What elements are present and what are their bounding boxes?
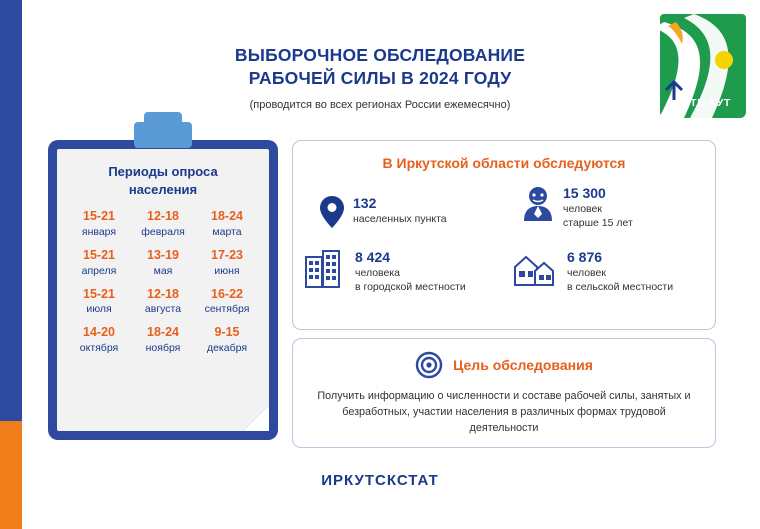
village-house-icon — [511, 249, 559, 289]
goal-card-header — [293, 351, 715, 379]
city-building-icon — [303, 249, 347, 289]
target-icon — [415, 351, 443, 379]
period-range: 17-23 — [211, 247, 243, 262]
period-range: 18-24 — [147, 325, 179, 340]
logo-name: УСТЬ-КУТ — [675, 97, 731, 109]
period-item — [131, 210, 195, 238]
survey-goal-card — [292, 338, 716, 448]
logo-shield — [660, 14, 746, 118]
goal-card-text — [311, 388, 697, 437]
period-range: 9-15 — [214, 325, 240, 340]
period-month: апреля — [81, 264, 117, 277]
period-month: мая — [153, 264, 173, 277]
stat-label-line-2: в сельской местности — [567, 280, 674, 293]
period-month: июня — [214, 264, 240, 277]
left-color-stripe — [0, 0, 22, 529]
period-range: 15-21 — [83, 209, 115, 224]
page-title — [150, 44, 610, 90]
region-statistics-card — [292, 140, 716, 330]
period-range: 13-19 — [147, 247, 179, 262]
stat-settlements — [319, 195, 447, 229]
page-title-line-2: РАБОЧЕЙ СИЛЫ В 2024 ГОДУ — [248, 68, 512, 89]
period-month: сентября — [204, 303, 250, 316]
page-header — [150, 44, 610, 111]
period-item — [67, 326, 131, 354]
period-item — [195, 288, 259, 316]
paper-fold-corner — [243, 405, 269, 431]
period-month: ноября — [145, 342, 181, 355]
survey-periods-clipboard — [48, 140, 278, 440]
period-range: 18-24 — [211, 209, 243, 224]
goal-text-line-2: занятых и безработных, участии населения в различных формах — [342, 390, 691, 419]
period-range: 14-20 — [83, 325, 115, 340]
goal-card-title: Цель обследования — [453, 357, 593, 373]
period-range: 16-22 — [211, 286, 243, 301]
clipboard-title-line-1: Периоды опроса — [108, 164, 218, 179]
clipboard-title — [67, 163, 259, 198]
period-month: февраля — [141, 225, 185, 238]
stat-value: 6 876 — [567, 249, 603, 265]
stat-people-over-15 — [521, 185, 633, 230]
stat-label: населенных пункта — [353, 213, 447, 226]
period-item — [67, 210, 131, 238]
stat-label-line-1: человека — [355, 267, 401, 280]
goal-text-line-1: Получить информацию о численности и составе рабочей силы, — [317, 390, 638, 402]
period-item — [67, 249, 131, 277]
period-item — [131, 249, 195, 277]
stat-label — [563, 203, 633, 230]
stat-label-line-1: человек — [567, 267, 606, 280]
stat-rural — [511, 249, 673, 294]
period-item — [195, 210, 259, 238]
stat-urban — [303, 249, 466, 294]
period-range: 15-21 — [83, 286, 115, 301]
page-subtitle: (проводится во всех регионах России ежемесячно) — [249, 99, 511, 112]
period-month: декабря — [206, 342, 248, 355]
stat-value: 132 — [353, 195, 377, 211]
stat-label-line-1: человек — [563, 203, 602, 216]
ust-kut-logo — [660, 14, 746, 118]
stat-value: 8 424 — [355, 249, 391, 265]
stat-label-line-2: в городской местности — [355, 280, 466, 293]
stat-value: 15 300 — [563, 185, 606, 201]
period-item — [131, 288, 195, 316]
period-item — [195, 326, 259, 354]
stat-label — [355, 267, 466, 294]
period-month: августа — [144, 303, 182, 316]
region-stats-group — [293, 171, 715, 311]
stat-label-line-2: старше 15 лет — [563, 216, 633, 229]
period-range: 12-18 — [147, 286, 179, 301]
period-range: 15-21 — [83, 247, 115, 262]
period-item — [195, 249, 259, 277]
period-item — [67, 288, 131, 316]
footer-organization: ИРКУТСКСТАТ — [321, 472, 439, 489]
period-month: июля — [86, 303, 112, 316]
stat-label — [567, 267, 673, 294]
clipboard-title-line-2: населения — [128, 181, 198, 197]
period-month: марта — [212, 225, 242, 238]
page-title-line-1: ВЫБОРОЧНОЕ ОБСЛЕДОВАНИЕ — [234, 45, 526, 65]
clipboard-paper — [57, 149, 269, 431]
region-card-title: В Иркутской области обследуются — [382, 155, 626, 171]
clipboard-clip — [134, 122, 192, 148]
periods-grid — [67, 210, 259, 354]
goal-text-line-3: трудовой деятельности — [469, 406, 666, 435]
map-pin-icon — [319, 195, 345, 229]
person-icon — [521, 185, 555, 225]
period-month: января — [81, 225, 117, 238]
period-month: октября — [79, 342, 119, 355]
period-item — [131, 326, 195, 354]
period-range: 12-18 — [147, 209, 179, 224]
